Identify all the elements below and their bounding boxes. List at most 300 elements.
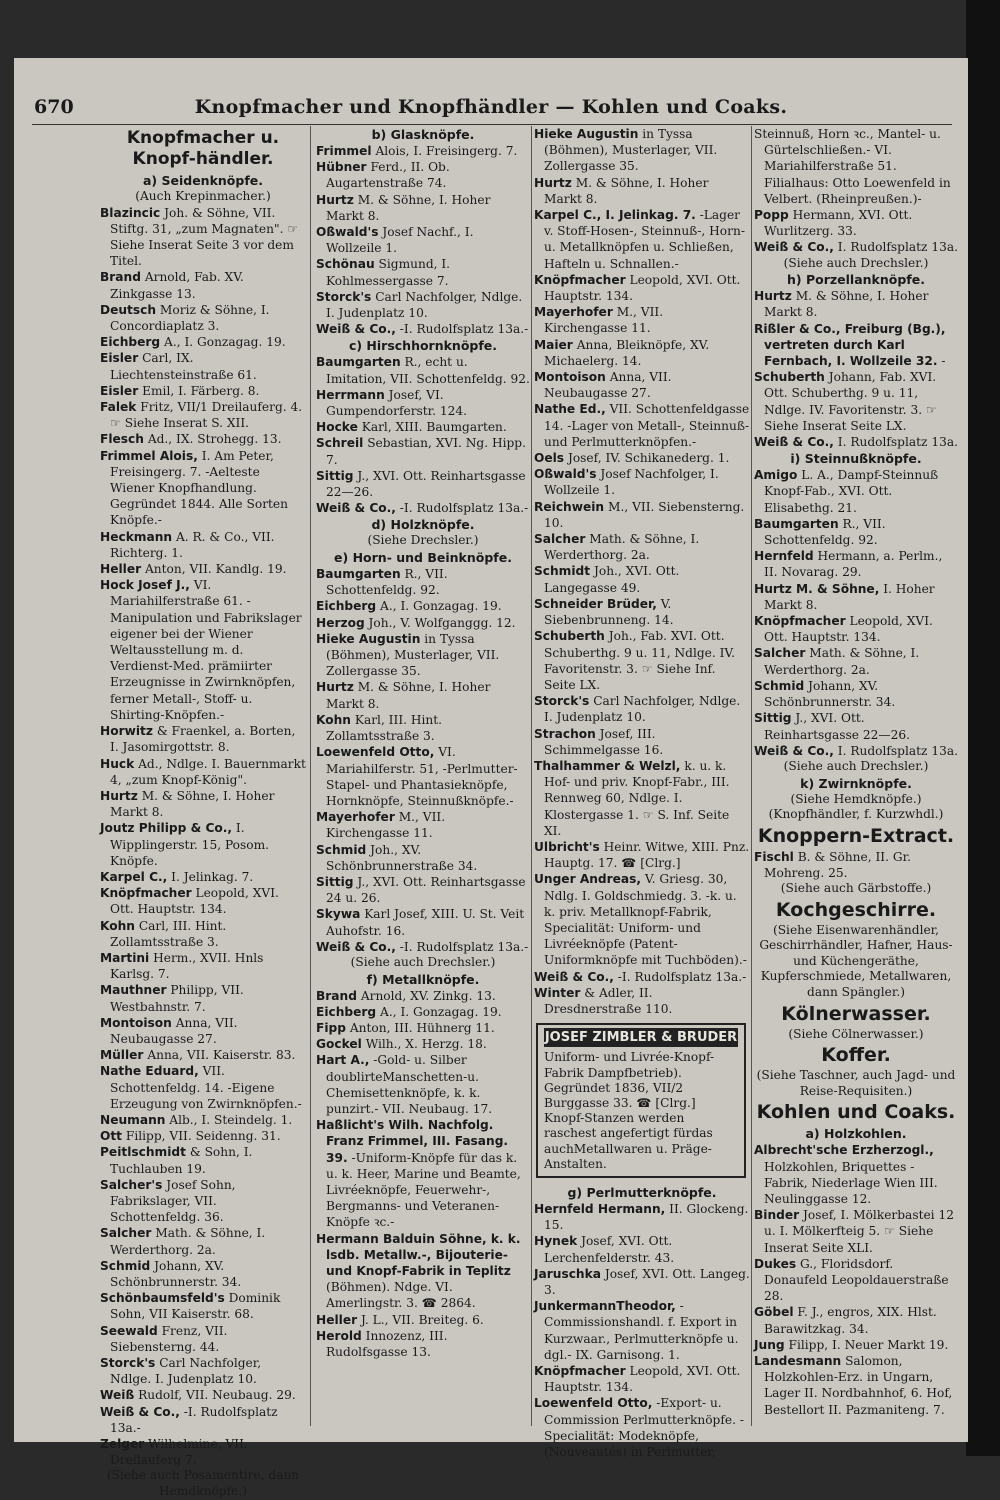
- directory-entry: [754, 1337, 958, 1353]
- directory-entry: [754, 678, 958, 710]
- subsection-note: (Siehe Drechsler.): [367, 533, 479, 548]
- directory-entry: [534, 450, 750, 466]
- subsection-note: (Siehe Hemdknöpfe.): [790, 791, 922, 806]
- entry-text: Johann, XV. Schönbrunnerstr. 34.: [110, 1258, 242, 1289]
- entry-text: Frenz, VII. Siebensterng. 44.: [110, 1323, 228, 1354]
- entry-name: Gockel: [316, 1037, 362, 1052]
- directory-entry: [316, 1020, 530, 1036]
- entry-text: M., VII. Siebensterng. 10.: [544, 499, 745, 530]
- directory-entry: [534, 1395, 750, 1460]
- entry-list: [534, 126, 750, 1017]
- entry-text: -Gold- u. Silber doublirteManschetten-u. Chemisettenknöpfe, k. k. punzirt.- VII. Neubaug. 17.: [326, 1053, 493, 1116]
- entry-name: Heckmann: [100, 529, 173, 544]
- entry-text: Josef Sohn, Fabrikslager, VII. Schottenfeldg. 36.: [110, 1177, 236, 1225]
- entry-text: Ad., Ndlge. I. Bauernmarkt 4, „zum Knopf-König".: [110, 756, 306, 787]
- entry-name: Schuberth: [754, 370, 825, 385]
- entry-text: Leopold, XVI. Ott. Hauptstr. 134.: [544, 1364, 741, 1395]
- directory-entry: [100, 302, 306, 334]
- entry-name: Montoison: [534, 370, 606, 385]
- directory-entry: [316, 224, 530, 256]
- directory-entry: [100, 1177, 306, 1226]
- directory-page: [14, 58, 968, 1499]
- entry-text: M. & Söhne, I. Hoher Markt 8.: [110, 788, 275, 820]
- entry-name: Dukes: [754, 1256, 797, 1271]
- entry-text: Sigmund, I. Kohlmessergasse 7.: [326, 257, 451, 288]
- directory-entry: [754, 434, 958, 450]
- entry-text: Moriz & Söhne, I. Concordiaplatz 3.: [110, 302, 270, 334]
- entry-text: Rudolf, VII. Neubaug. 29.: [138, 1388, 296, 1403]
- directory-entry: [100, 820, 306, 869]
- entry-name: Kohn: [100, 918, 135, 933]
- directory-entry: [534, 175, 750, 207]
- entry-name: Nathe Ed.,: [534, 402, 606, 417]
- entry-name: Schmid: [100, 1258, 151, 1273]
- entry-name: Martini: [100, 950, 150, 965]
- directory-entry: [100, 561, 306, 577]
- entry-name: Oßwald's: [316, 225, 379, 240]
- entry-name: Baumgarten: [754, 516, 839, 531]
- entry-text: Anna, VII. Neubaugasse 27.: [110, 1015, 238, 1046]
- entry-name: Eichberg: [316, 1004, 377, 1019]
- directory-entry: [100, 1047, 306, 1063]
- entry-name: Weiß & Co.,: [754, 240, 834, 255]
- entry-text: -I. Rudolfsplatz 13a.-: [617, 969, 747, 984]
- entry-text: Wilhelmine, VII. Dreilauferg 7.: [110, 1437, 248, 1468]
- entry-name: Huck: [100, 756, 135, 771]
- entry-name: Hock Josef J.,: [100, 578, 190, 593]
- category-heading: Kohlen und Coaks.: [756, 1101, 956, 1124]
- entry-name: Kohn: [316, 712, 351, 727]
- entry-text: Karl, III. Hint. Zollamtsstraße 3.: [326, 712, 443, 744]
- entry-name: Jaruschka: [534, 1266, 601, 1281]
- directory-entry: [534, 304, 750, 336]
- directory-entry: [100, 1112, 306, 1128]
- directory-entry: [316, 419, 530, 435]
- entry-text: Karl, XIII. Baumgarten.: [361, 420, 507, 435]
- header-rule: [32, 124, 952, 125]
- entry-text: Hermann, XVI. Ott. Wurlitzerg. 33.: [764, 208, 913, 239]
- entry-text: Josef Nachf., I. Wollzeile 1.: [326, 225, 474, 256]
- running-head: Knopfmacher und Knopfhändler — Kohlen und Coaks.: [194, 96, 788, 118]
- directory-entry: [100, 885, 306, 917]
- directory-entry: [534, 596, 750, 628]
- entry-text: & Sohn, I. Tuchlauben 19.: [110, 1145, 253, 1176]
- entry-text: Josef, VI. Gumpendorferstr. 124.: [326, 387, 468, 419]
- entry-name: Hernfeld Hermann,: [534, 1202, 666, 1216]
- directory-entry: [100, 1015, 306, 1047]
- directory-entry: [534, 628, 750, 693]
- entry-name: Ulbricht's: [534, 839, 600, 854]
- directory-entry: [534, 563, 750, 595]
- entry-name: Schönau: [316, 257, 375, 272]
- entry-text: Joh., Fab. XVI. Ott. Schuberthg. 9 u. 11, Ndlge. IV. Favoritenstr. 3. ☞ Siehe Inf. Seite LX.: [544, 629, 735, 692]
- directory-entry: [100, 399, 306, 431]
- entry-name: Seewald: [100, 1323, 158, 1338]
- category-heading: Knoppern-Extract.: [757, 824, 955, 847]
- directory-entry: [100, 918, 306, 950]
- entry-text: Anna, VII. Neubaugasse 27.: [544, 370, 672, 401]
- entry-text: -Lager v. Stoff-Hosen-, Steinnuß-, Horn- u. Metallknöpfen u. Schließen, Hafteln u. Schnallen.-: [544, 208, 745, 271]
- entry-name: Schreil: [316, 436, 364, 451]
- entry-name: Hübner: [316, 160, 367, 175]
- entry-name: Knöpfmacher: [534, 272, 626, 287]
- entry-name: Salcher's: [100, 1177, 163, 1192]
- entry-text: M. & Söhne, I. Hoher Markt 8.: [326, 192, 491, 223]
- entry-text: I. Jelinkag. 7.: [171, 869, 254, 884]
- directory-entry: [316, 289, 530, 321]
- directory-entry: [316, 1117, 530, 1230]
- entry-text: M. & Söhne, I. Hoher Markt 8.: [764, 289, 929, 320]
- entry-name: Frimmel: [316, 144, 372, 158]
- directory-entry: [316, 939, 530, 955]
- subsection-heading: i) Steinnußknöpfe.: [790, 451, 922, 467]
- entry-name: Hurtz M. & Söhne,: [754, 581, 880, 596]
- directory-entry: [534, 466, 750, 498]
- directory-entry: [534, 839, 750, 871]
- directory-entry: [316, 615, 530, 631]
- directory-entry: [316, 631, 530, 680]
- entry-name: Herold: [316, 1328, 362, 1343]
- entry-name: Loewenfeld Otto,: [534, 1396, 653, 1411]
- directory-entry: [754, 207, 958, 239]
- directory-entry: [100, 269, 306, 301]
- entry-text: Math. & Söhne, I. Werderthorg. 2a.: [544, 532, 700, 563]
- entry-text: Carl Nachfolger, Ndlge. I. Judenplatz 10.: [326, 289, 523, 321]
- entry-text: L. A., Dampf-Steinnuß Knopf-Fab., XVI. Ott. Elisabethg. 21.: [764, 468, 939, 515]
- directory-entry: [316, 679, 530, 711]
- entry-name: Weiß & Co.,: [100, 1404, 180, 1419]
- entry-name: Schmid: [754, 678, 805, 693]
- entry-text: I. Wipplingerstr. 15, Posom. Knöpfe.: [110, 821, 270, 868]
- directory-entry: [100, 1258, 306, 1290]
- entry-name: Eichberg: [316, 599, 377, 614]
- entry-text: R., VII. Schottenfeldg. 92.: [326, 567, 448, 598]
- entry-text: F. J., engros, XIX. Hlst. Barawitzkag. 34.: [764, 1305, 937, 1336]
- entry-name: Eisler: [100, 383, 139, 398]
- entry-name: Knöpfmacher: [100, 886, 192, 901]
- entry-name: Weiß: [100, 1388, 135, 1403]
- directory-entry: [754, 613, 958, 645]
- directory-entry: [100, 788, 306, 820]
- directory-entry: [100, 1387, 306, 1403]
- directory-entry: [100, 723, 306, 755]
- page-number: 670: [34, 96, 74, 118]
- directory-entry: [100, 950, 306, 982]
- entry-name: Strachon: [534, 726, 596, 741]
- entry-text: M., VII. Kirchengasse 11.: [326, 810, 446, 841]
- entry-text: VI. Mariahilferstr. 51, -Perlmutter-Stapel- und Phantasieknöpfe, Hornknöpfe, Steinnußknöpfe.-: [326, 745, 518, 808]
- entry-text: Sebastian, XVI. Ng. Hipp. 7.: [326, 436, 526, 467]
- directory-entry: [316, 159, 530, 191]
- entry-name: Fischl: [754, 849, 794, 864]
- entry-list: [754, 467, 958, 759]
- entry-text: Hermann, a. Perlm., II. Novarag. 29.: [764, 549, 943, 580]
- directory-entry: [534, 499, 750, 531]
- entry-name: Hieke Augustin: [316, 631, 421, 646]
- entry-text: Philipp, VII. Westbahnstr. 7.: [110, 983, 244, 1014]
- directory-entry: [316, 598, 530, 614]
- directory-entry: [754, 1142, 958, 1207]
- entry-text: Leopold, XVI. Ott. Hauptstr. 134.: [110, 886, 279, 917]
- entry-text: Heinr. Witwe, XIII. Pnz. Hauptg. 17. ☎ [Clrg.]: [544, 839, 750, 871]
- entry-text: Josef, XVI. Ott. Lerchenfelderstr. 43.: [544, 1234, 675, 1265]
- entry-name: Hurtz: [754, 289, 792, 304]
- entry-text: I. Hoher Markt 8.: [764, 581, 935, 612]
- entry-name: Hernfeld: [754, 549, 814, 564]
- entry-text: Wilh., X. Herzg. 18.: [365, 1037, 487, 1052]
- entry-name: Göbel: [754, 1305, 794, 1320]
- directory-entry: [316, 435, 530, 467]
- entry-name: Storck's: [100, 1356, 156, 1371]
- entry-list: [754, 288, 958, 450]
- directory-entry: [534, 1266, 750, 1298]
- directory-entry: [316, 712, 530, 744]
- entry-name: Hart A.,: [316, 1053, 370, 1068]
- entry-text: -Commissionshandl. f. Export in Kurzwaar., Perlmutterknöpfe u. dgl.- IX. Garnisong. 1.: [544, 1299, 739, 1362]
- entry-name: Skywa: [316, 907, 361, 922]
- entry-text: Josef, III. Schimmelgasse 16.: [544, 726, 664, 757]
- entry-name: Thalhammer & Welzl,: [534, 758, 681, 773]
- column-3: [534, 126, 750, 1460]
- entry-name: Baumgarten: [316, 567, 401, 582]
- entry-text: Josef, I. Mölkerbastei 12 u. I. Mölkerfteig 5. ☞ Siehe Inserat Seite XLI.: [764, 1208, 954, 1255]
- entry-text: Anna, VII. Kaiserstr. 83.: [147, 1048, 296, 1063]
- entry-name: Winter: [534, 985, 581, 1000]
- entry-text: Dominik Sohn, VII Kaiserstr. 68.: [110, 1291, 281, 1322]
- entry-name: Peitlschmidt: [100, 1145, 186, 1160]
- cross-reference-note: (Siehe Taschner, auch Jagd- und Reise-Requisiten.): [756, 1068, 956, 1098]
- entry-text: M. & Söhne, I. Hoher Markt 8.: [544, 175, 709, 206]
- entry-name: Hurtz: [316, 192, 354, 207]
- directory-entry: [100, 1323, 306, 1355]
- entry-name: Herrmann: [316, 387, 385, 402]
- entry-text: k. u. k. Hof- und priv. Knopf-Fabr., III. Rennweg 60, Ndlge. I. Klostergasse 1. ☞ S. Inf. Seite XI.: [544, 758, 730, 838]
- entry-name: Hynek: [534, 1234, 578, 1249]
- entry-list: [316, 354, 530, 516]
- entry-name: Ott: [100, 1129, 123, 1144]
- entry-name: Jung: [754, 1337, 785, 1352]
- entry-list: [754, 126, 958, 256]
- entry-text: M., VII. Kirchengasse 11.: [544, 305, 664, 336]
- entry-name: Schneider Brüder,: [534, 596, 657, 611]
- subsection-heading: k) Zwirnknöpfe.: [800, 775, 912, 791]
- entry-name: Heller: [316, 1312, 358, 1327]
- directory-entry: [534, 871, 750, 968]
- advertisement-text: Uniform- und Livrée-Knopf-Fabrik Dampfbetrieb). Gegründet 1836, VII/2 Burggasse 33. ☎ [Clrg.] Knopf-Stanzen werden raschest angefertigt fürdas auchMetallwaren u. Präge-Anstalten.: [544, 1050, 715, 1171]
- entry-text: Leopold, XVI. Ott. Hauptstr. 134.: [764, 614, 933, 645]
- entry-text: Carl Nachfolger, Ndlge. I. Judenplatz 10.: [110, 1356, 262, 1387]
- page-header: [14, 96, 968, 122]
- entry-text: in Tyssa (Böhmen), Musterlager, VII. Zollergasse 35.: [326, 631, 500, 679]
- directory-entry: [316, 809, 530, 841]
- entry-name: Eisler: [100, 351, 139, 366]
- directory-entry: [100, 1290, 306, 1322]
- advertisement-box: [536, 1023, 746, 1178]
- directory-entry: [100, 756, 306, 788]
- entry-text: Math. & Söhne, I. Werderthorg. 2a.: [764, 646, 920, 677]
- entry-name: Knöpfmacher: [754, 614, 846, 629]
- entry-name: Rißler & Co., Freiburg (Bg.), vertreten durch Karl Fernbach, I. Wollzeile 32.: [754, 321, 946, 369]
- directory-entry: [534, 693, 750, 725]
- directory-entry: [754, 321, 958, 370]
- subsection-heading: f) Metallknöpfe.: [366, 971, 480, 987]
- directory-entry: [754, 467, 958, 516]
- directory-entry: [534, 126, 750, 175]
- directory-entry: [316, 1231, 530, 1312]
- column-4: [754, 126, 958, 1418]
- subsection-heading: a) Holzkohlen.: [805, 1126, 907, 1142]
- directory-entry: [100, 1063, 306, 1112]
- entry-name: Oels: [534, 451, 565, 466]
- cross-reference-note: (Siehe auch Drechsler.): [783, 255, 929, 270]
- entry-text: Holzkohlen, Briquettes -Fabrik, Niederlage Wien III. Neulinggasse 12.: [764, 1159, 938, 1207]
- category-heading: Knopfmacher u. Knopf-händler.: [126, 128, 280, 169]
- entry-text: Ad., IX. Strohegg. 13.: [147, 432, 282, 447]
- subsection-heading: c) Hirschhornknöpfe.: [348, 338, 498, 354]
- directory-entry: [754, 1256, 958, 1305]
- entry-text: Fritz, VII/1 Dreilauferg. 4. ☞ Siehe Inserat S. XII.: [110, 400, 303, 431]
- directory-entry: [754, 288, 958, 320]
- entry-text: I. Rudolfsplatz 13a.: [837, 743, 958, 758]
- entry-text: VI. Mariahilferstraße 61. -Manipulation und Fabrikslager eigener bei der Wiener Weltausstellung m. d. Verdienst-Med. prämiirter Erzeugnisse in Zwirnknöpfen, ferner Metall-, Stoff- u. Shirting-Knöpfen.-: [110, 578, 302, 722]
- entry-text: Anton, VII. Kandlg. 19.: [144, 562, 287, 577]
- entry-text: Arnold, XV. Zinkg. 13.: [360, 988, 496, 1003]
- entry-text: Herm., XVII. Hnls Karlsg. 7.: [110, 950, 264, 982]
- entry-name: Frimmel Alois,: [100, 448, 198, 463]
- entry-name: JunkermannTheodor,: [534, 1299, 676, 1314]
- entry-text: R., VII. Schottenfeldg. 92.: [764, 516, 886, 548]
- directory-entry: [316, 566, 530, 598]
- entry-text: Joh., V. Wolfganggg. 12.: [368, 615, 516, 630]
- directory-entry: [100, 205, 306, 270]
- entry-text: Anton, III. Hühnerg 11.: [349, 1020, 495, 1035]
- entry-text: R., echt u. Imitation, VII. Schottenfeldg. 92.: [326, 355, 530, 386]
- category-heading: Kochgeschirre.: [775, 898, 937, 921]
- entry-text: Carl Nachfolger, Ndlge. I. Judenplatz 10.: [544, 694, 741, 725]
- entry-text: (Böhmen). Ndge. VI. Amerlingstr. 3. ☎ 2864.: [326, 1280, 476, 1311]
- entry-list: [316, 143, 530, 337]
- directory-entry: [534, 1201, 750, 1233]
- entry-name: Eichberg: [100, 335, 161, 350]
- entry-name: Zelger: [100, 1437, 145, 1452]
- entry-name: Storck's: [316, 289, 372, 304]
- directory-entry: [100, 334, 306, 350]
- entry-text: Johann, Fab. XVI. Ott. Schuberthg. 9 u. 11, Ndlge. IV. Favoritenstr. 3. ☞ Siehe Inserat Seite LX.: [764, 370, 937, 433]
- directory-entry: [316, 1004, 530, 1020]
- entry-name: Karpel C.,: [100, 869, 168, 884]
- directory-entry: [100, 350, 306, 382]
- entry-text: Carl, III. Hint. Zollamtsstraße 3.: [110, 918, 227, 949]
- entry-name: Weiß & Co.,: [316, 939, 396, 954]
- subsection-note: (Auch Krepinmacher.): [135, 189, 271, 203]
- directory-entry: [754, 1304, 958, 1336]
- entry-text: J., XVI. Ott. Reinhartsgasse 22—26.: [326, 468, 526, 500]
- entry-name: Weiß & Co.,: [316, 322, 396, 337]
- entry-list: [754, 1142, 958, 1417]
- entry-text: Josef Nachfolger, I. Wollzeile 1.: [544, 467, 719, 498]
- column-divider: [751, 126, 752, 1426]
- directory-entry: [754, 1353, 958, 1418]
- advertisement-title: JOSEF ZIMBLER & BRUDER: [544, 1028, 738, 1047]
- entry-name: Horwitz: [100, 724, 153, 739]
- directory-entry: [100, 1225, 306, 1257]
- entry-name: Blazincic: [100, 205, 161, 220]
- subsection-heading: d) Holzknöpfe.: [371, 517, 475, 533]
- entry-name: Montoison: [100, 1015, 172, 1030]
- entry-text: -Uniform-Knöpfe für das k. u. k. Heer, Marine und Beamte, Livréeknöpfe, Feuerwehr-, Bergmanns- und Veteranen-Knöpfe ꝛc.-: [326, 1150, 521, 1230]
- entry-name: Nathe Eduard,: [100, 1064, 199, 1079]
- entry-name: Hermann Balduin Söhne, k. k. lsdb. Metallw.-, Bijouterie- und Knopf-Fabrik in Teplitz: [316, 1231, 521, 1278]
- entry-text: Salomon, Holzkohlen-Erz. in Ungarn, Lager II. Nordbahnhof, 6. Hof, Bestellort II. Pazmaniteng. 7.: [764, 1354, 953, 1417]
- entry-text: Karl Josef, XIII. U. St. Veit Auhofstr. 16.: [326, 907, 525, 938]
- entry-name: Schuberth: [534, 629, 605, 644]
- entry-name: Hieke Augustin: [534, 127, 639, 141]
- directory-entry: [316, 192, 530, 224]
- entry-text: Josef, XVI. Ott. Langeg. 3.: [544, 1266, 750, 1298]
- directory-entry: [534, 726, 750, 758]
- directory-entry: [754, 516, 958, 548]
- directory-entry: [534, 758, 750, 839]
- entry-name: Brand: [100, 270, 141, 285]
- subsection-note: (Knopfhändler, f. Kurzwhdl.): [768, 807, 944, 822]
- entry-name: Weiß & Co.,: [316, 501, 396, 516]
- entry-name: Storck's: [534, 694, 590, 709]
- entry-text: Alois, I. Freisingerg. 7.: [375, 144, 518, 158]
- subsection-heading: b) Glasknöpfe.: [371, 127, 475, 142]
- directory-entry: [316, 321, 530, 337]
- directory-entry: [100, 1404, 306, 1436]
- directory-entry: [316, 468, 530, 500]
- directory-entry: [316, 842, 530, 874]
- entry-name: Baumgarten: [316, 355, 401, 370]
- directory-entry: [534, 969, 750, 985]
- directory-entry: [534, 207, 750, 272]
- directory-entry: [316, 1312, 530, 1328]
- entry-name: Popp: [754, 208, 789, 223]
- entry-name: Loewenfeld Otto,: [316, 745, 435, 760]
- entry-text: V. Siebenbrunneng. 14.: [544, 596, 674, 628]
- column-2: [316, 126, 530, 1360]
- entry-name: Müller: [100, 1048, 144, 1063]
- entry-text: Leopold, XVI. Ott. Hauptstr. 134.: [544, 272, 741, 304]
- directory-entry: [754, 239, 958, 255]
- entry-text: -I. Rudolfsplatz 13a.-: [399, 939, 529, 954]
- entry-text: Joh., XV. Schönbrunnerstraße 34.: [326, 842, 478, 873]
- directory-entry: [754, 369, 958, 434]
- entry-name: Joutz Philipp & Co.,: [100, 821, 233, 836]
- entry-name: Herzog: [316, 615, 365, 630]
- entry-name: Weiß & Co.,: [754, 743, 834, 758]
- directory-entry: [534, 337, 750, 369]
- cross-reference-note: (Siehe Cölnerwasser.): [788, 1026, 924, 1041]
- entry-name: Binder: [754, 1208, 800, 1223]
- entry-text: -: [941, 354, 946, 369]
- directory-entry: [316, 500, 530, 516]
- entry-text: -I. Rudolfsplatz 13a.-: [399, 501, 529, 516]
- entry-text: Ferd., II. Ob. Augartenstraße 74.: [326, 160, 450, 191]
- entry-name: Salcher: [534, 532, 586, 547]
- entry-name: Albrecht'sche Erzherzogl.,: [754, 1143, 934, 1158]
- entry-text: -Export- u. Commission Perlmutterknöpfe. -Specialität: Modeknöpfe, (Nouveautés) in Perlmutter,: [544, 1396, 744, 1460]
- entry-name: Unger Andreas,: [534, 872, 642, 887]
- entry-list: [316, 566, 530, 955]
- entry-name: Knöpfmacher: [534, 1364, 626, 1379]
- entry-name: Karpel C., I. Jelinkag. 7.: [534, 208, 696, 223]
- column-1: [100, 126, 306, 1500]
- entry-text: -I. Rudolfsplatz 13a.-: [110, 1404, 278, 1435]
- directory-entry: [754, 548, 958, 580]
- entry-text: VII. Schottenfeldg. 14. -Eigene Erzeugung von Zwirnknöpfen.-: [110, 1064, 302, 1111]
